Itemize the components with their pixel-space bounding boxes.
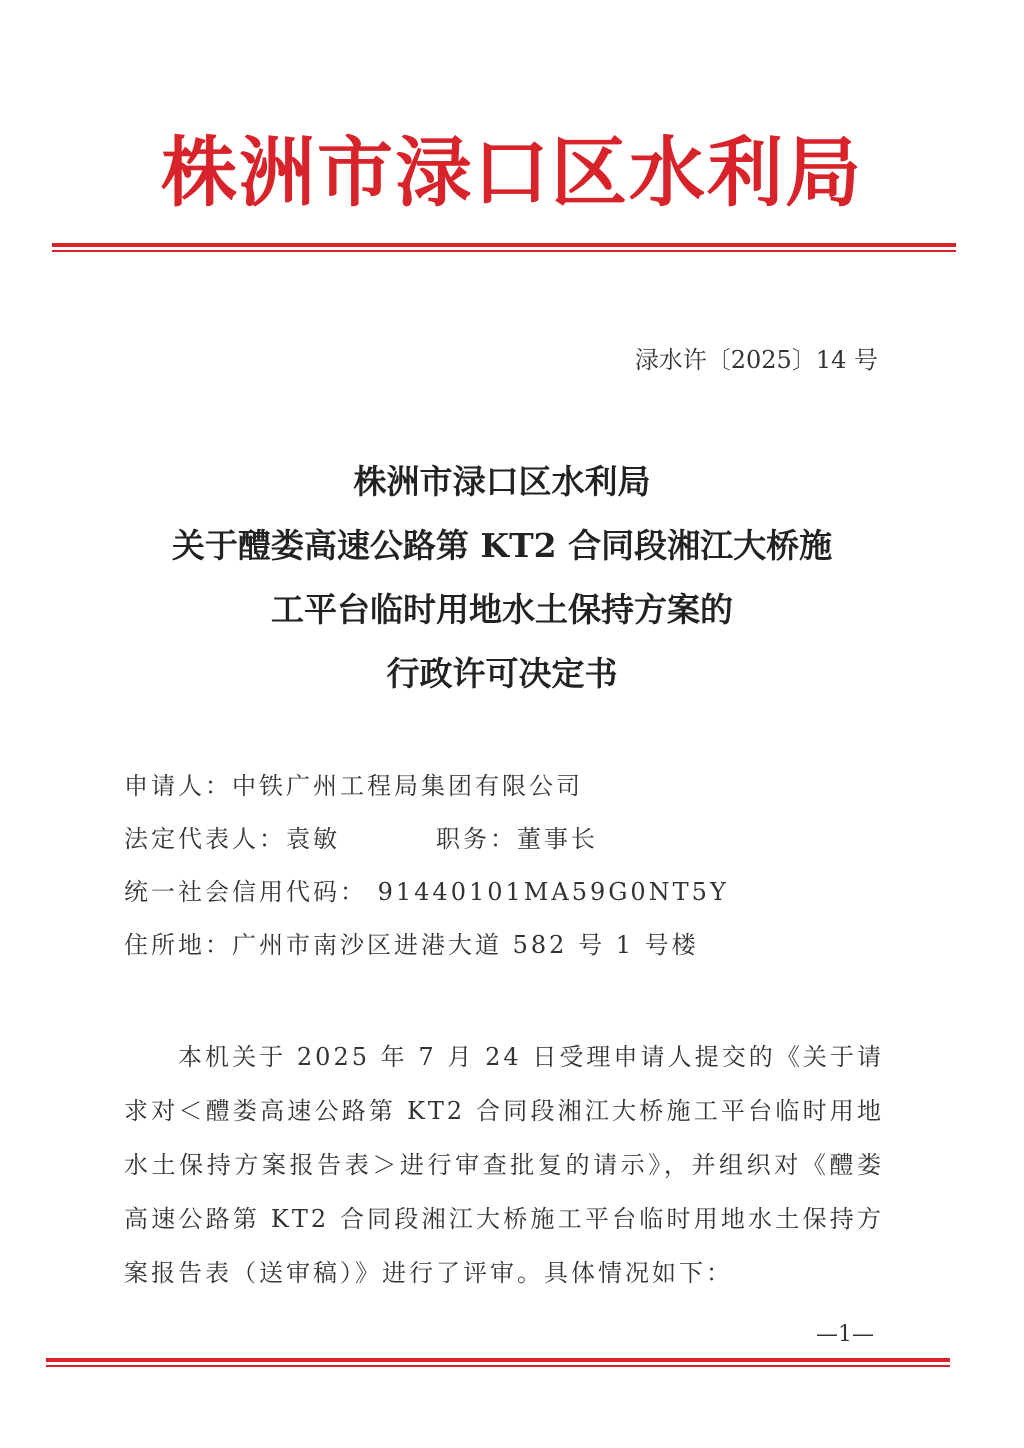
legal-rep-row	[124, 823, 729, 876]
legal-rep: 法定代表人：袁敏	[124, 825, 340, 853]
title-line-2: 关于醴娄高速公路第 KT2 合同段湘江大桥施	[171, 526, 833, 565]
body-paragraph: 本机关于 2025 年 7 月 24 日受理申请人提交的《关于请求对＜醴娄高速公路第 KT2 合同段湘江大桥施工平台临时用地水土保持方案报告表＞进行审查批复的请示》，并组织对《醴娄高速公路第 KT2 合同段湘江大桥施工平台临时用地水土保持方案报告表（送审稿）》进行了评审。具体情况如下：	[124, 1043, 884, 1287]
title-line-1: 株洲市渌口区水利局	[353, 462, 651, 501]
footer-red-rule	[46, 1358, 950, 1367]
rule-thick-line	[52, 243, 956, 247]
position: 职务：董事长	[436, 825, 598, 853]
applicant-info	[124, 770, 729, 982]
title-line-4: 行政许可决定书	[386, 654, 618, 693]
document-title	[0, 450, 1004, 706]
applicant-row: 申请人：中铁广州工程局集团有限公司	[124, 772, 583, 800]
document-number: 渌水许〔2025〕14 号	[634, 346, 878, 374]
rule-thin-line	[46, 1365, 950, 1367]
issuing-authority-header: 株洲市渌口区水利局	[161, 128, 863, 217]
title-line-3: 工平台临时用地水土保持方案的	[271, 590, 733, 629]
credit-code-row: 统一社会信用代码： 91440101MA59G0NT5Y	[124, 878, 729, 906]
page-number: —1—	[816, 1322, 874, 1347]
address-row: 住所地：广州市南沙区进港大道 582 号 1 号楼	[124, 931, 699, 959]
rule-thick-line	[46, 1358, 950, 1362]
header-red-rule	[52, 243, 956, 252]
rule-thin-line	[52, 250, 956, 252]
